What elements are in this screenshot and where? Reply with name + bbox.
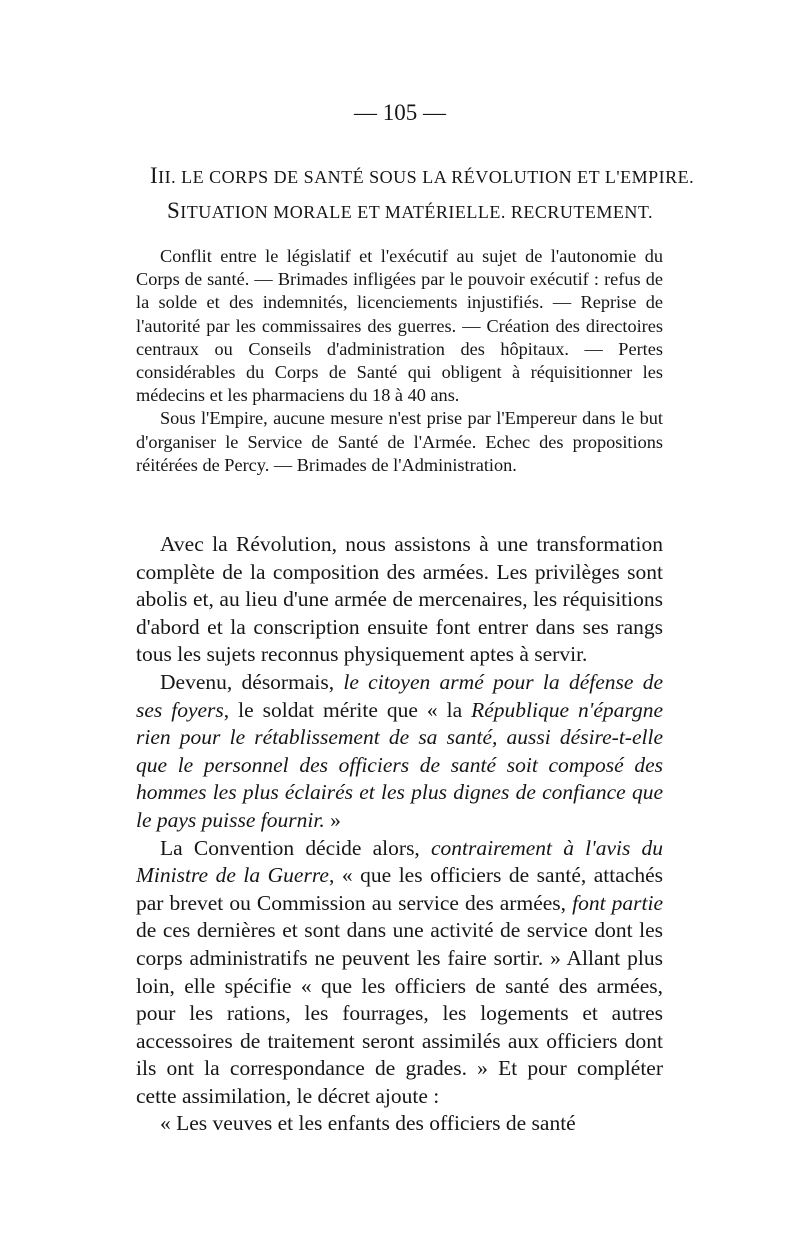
body-text xyxy=(136,531,663,1138)
italic-quote: République n'épargne rien pour le rétablissement de sa santé, aussi désire-t-elle que le personnel des officiers de santé soit composé des hommes les plus éclairés et les plus dignes de confiance que le pays puisse fournir. xyxy=(136,697,663,832)
text-run: Devenu, désormais, xyxy=(160,669,344,694)
body-paragraph-4: « Les veuves et les enfants des officiers de santé xyxy=(160,1111,576,1136)
text-run: , le soldat mérite que « la xyxy=(223,697,472,722)
summary-paragraph-2: Sous l'Empire, aucune mesure n'est prise par l'Empereur dans le but d'organiser le Service de Santé de l'Armée. Echec des propositions réitérées de Percy. — Brimades de l'Administration. xyxy=(136,408,663,475)
text-run: , « que les officiers de santé, attachés par brevet ou Commission au service des armées, xyxy=(136,863,663,915)
text-run: La Convention décide alors, xyxy=(160,835,431,860)
chapter-summary xyxy=(136,245,663,477)
chapter-subheading: SITUATION MORALE ET MATÉRIELLE. RECRUTEMENT. xyxy=(166,198,654,223)
body-paragraph-3 xyxy=(136,835,663,1111)
body-paragraph-2 xyxy=(136,669,663,835)
chapter-heading: III. LE CORPS DE SANTÉ SOUS LA RÉVOLUTION ET L'EMPIRE. xyxy=(150,163,695,188)
text-run: de ces dernières et sont dans une activité de service dont les corps administratifs ne peuvent les faire sortir. » Allant plus loin, elle spécifie « que les officiers de santé des armées, pour les rations, les fourrages, les logements et autres accessoires de traitement seront assimilés aux officiers dont ils ont la correspondance de grades. » Et pour compléter cette assimilation, le décret ajoute : xyxy=(136,918,663,1108)
italic-run: contrairement à l'avis du Ministre de la Guerre xyxy=(136,835,664,888)
page-number: — 105 — xyxy=(354,100,446,125)
italic-run: le citoyen armé pour la défense de ses foyers xyxy=(136,669,663,722)
body-paragraph-1: Avec la Révolution, nous assistons à une transformation complète de la composition des armées. Les privilèges sont abolis et, au lieu d'une armée de mercenaires, les réquisitions d'abord et la conscription ensuite font entrer dans ses rangs tous les sujets reconnus physiquement aptes à servir. xyxy=(136,532,663,667)
text-run: » xyxy=(324,807,341,832)
italic-run: font partie xyxy=(572,890,663,915)
summary-paragraph-1: Conflit entre le législatif et l'exécutif au sujet de l'autonomie du Corps de santé. — Brimades infligées par le pouvoir exécutif : refus de la solde et des indemnités, licenciements injustifiés. — Reprise de l'autorité par les commissaires des guerres. — Création des directoires centraux ou Conseils d'administration des hôpitaux. — Pertes considérables du Corps de Santé qui obligent à réquisitionner les médecins et les pharmaciens du 18 à 40 ans. xyxy=(136,246,663,406)
